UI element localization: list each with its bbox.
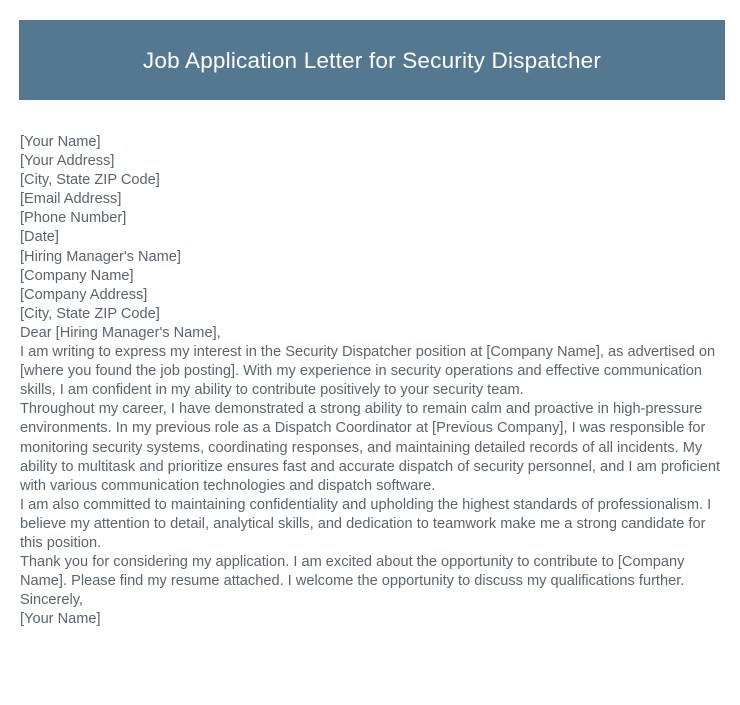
document-header-banner [19, 20, 725, 100]
sender-line-name: [Your Name] [20, 134, 101, 150]
recipient-line-manager-name: [Hiring Manager's Name] [20, 248, 181, 265]
sender-line-date: [Date] [20, 229, 59, 246]
letter-body [20, 133, 722, 629]
body-paragraph-3: I am also committed to maintaining confidentiality and upholding the highest standards of professionalism. I believe my attention to detail, analytical skills, and dedication to teamwork make me a strong candidate for this position. [20, 496, 712, 551]
salutation: Dear [Hiring Manager's Name], [20, 324, 221, 341]
recipient-line-company-name: [Company Name] [20, 267, 134, 284]
sender-line-address: [Your Address] [20, 153, 115, 170]
page-title: Job Application Letter for Security Dispatcher [142, 47, 602, 73]
body-paragraph-4: Thank you for considering my application. I am excited about the opportunity to contribute to [Company Name]. Please find my resume attached. I welcome the opportunity to discuss my qualifications further. [20, 554, 685, 590]
recipient-address-block [20, 248, 722, 324]
signature-name: [Your Name] [20, 611, 101, 628]
sender-line-email: [Email Address] [20, 191, 122, 208]
body-paragraph-1: I am writing to express my interest in the Security Dispatcher position at [Company Name], as advertised on [where you found the job posting]. With my experience in security operations and effective communication skills, I am confident in my ability to contribute positively to your security team. [20, 344, 716, 399]
recipient-line-company-address: [Company Address] [20, 286, 148, 303]
closing-salutation: Sincerely, [20, 592, 83, 609]
sender-line-phone: [Phone Number] [20, 210, 127, 227]
recipient-line-city-state-zip: [City, State ZIP Code] [20, 305, 160, 322]
body-paragraph-2: Throughout my career, I have demonstrated a strong ability to remain calm and proactive in high-pressure environments. In my previous role as a Dispatch Coordinator at [Previous Company], I was responsible for monitoring security systems, coordinating responses, and maintaining detailed records of all incidents. My ability to multitask and prioritize ensures fast and accurate dispatch of security personnel, and I am proficient with various communication technologies and dispatch software. [20, 401, 721, 494]
sender-line-city-state-zip: [City, State ZIP Code] [20, 172, 160, 189]
sender-address-block [20, 133, 722, 248]
